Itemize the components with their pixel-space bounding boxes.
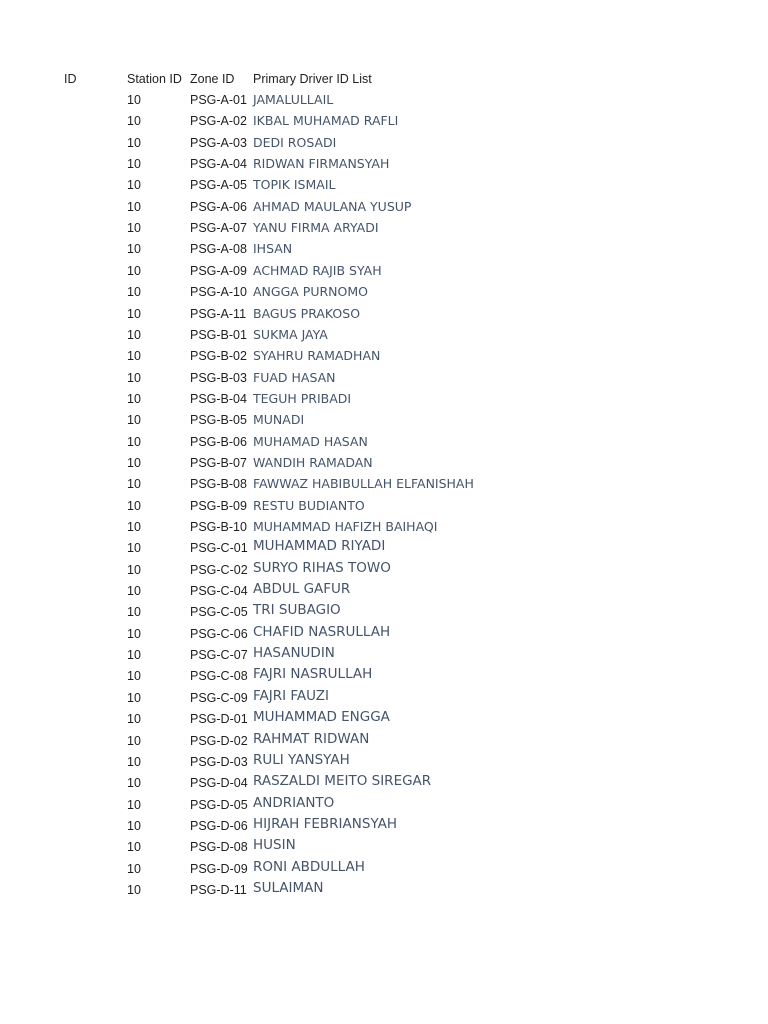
station-id-cell: 10 <box>127 456 141 470</box>
station-id-cell: 10 <box>127 584 141 598</box>
station-id-cell: 10 <box>127 605 141 619</box>
zone-id-cell: PSG-B-01 <box>190 328 247 342</box>
station-id-cell: 10 <box>127 627 141 641</box>
zone-id-cell: PSG-C-01 <box>190 541 248 555</box>
zone-id-cell: PSG-A-10 <box>190 285 247 299</box>
driver-name-cell: CHAFID NASRULLAH <box>253 624 391 640</box>
header-id: ID <box>64 72 77 86</box>
driver-name-cell: HASANUDIN <box>253 645 335 661</box>
driver-name-cell: HIJRAH FEBRIANSYAH <box>253 816 398 832</box>
driver-name-cell: IHSAN <box>253 241 293 256</box>
zone-id-cell: PSG-A-09 <box>190 264 247 278</box>
zone-id-cell: PSG-C-04 <box>190 584 248 598</box>
station-id-cell: 10 <box>127 392 141 406</box>
station-id-cell: 10 <box>127 178 141 192</box>
zone-id-cell: PSG-C-05 <box>190 605 248 619</box>
station-id-cell: 10 <box>127 669 141 683</box>
driver-name-cell: FUAD HASAN <box>253 370 336 385</box>
station-id-cell: 10 <box>127 371 141 385</box>
header-zone-id: Zone ID <box>190 72 235 86</box>
driver-name-cell: WANDIH RAMADAN <box>253 455 373 470</box>
station-id-cell: 10 <box>127 285 141 299</box>
driver-name-cell: RAHMAT RIDWAN <box>253 731 370 747</box>
zone-id-cell: PSG-A-11 <box>190 307 247 321</box>
zone-id-cell: PSG-D-02 <box>190 734 248 748</box>
driver-name-cell: BAGUS PRAKOSO <box>253 306 361 321</box>
zone-id-cell: PSG-C-08 <box>190 669 248 683</box>
zone-id-cell: PSG-D-09 <box>190 862 248 876</box>
driver-name-cell: RESTU BUDIANTO <box>253 498 365 513</box>
station-id-cell: 10 <box>127 242 141 256</box>
zone-id-cell: PSG-A-01 <box>190 93 247 107</box>
driver-name-cell: SURYO RIHAS TOWO <box>253 560 391 576</box>
driver-name-cell: AHMAD MAULANA YUSUP <box>253 199 412 214</box>
zone-id-cell: PSG-C-09 <box>190 691 248 705</box>
driver-name-cell: RIDWAN FIRMANSYAH <box>253 156 390 171</box>
driver-name-cell: SYAHRU RAMADHAN <box>253 348 381 363</box>
driver-name-cell: IKBAL MUHAMAD RAFLI <box>253 113 399 128</box>
driver-name-cell: SULAIMAN <box>253 880 324 896</box>
driver-name-cell: FAJRI FAUZI <box>253 688 330 704</box>
zone-id-cell: PSG-D-11 <box>190 883 247 897</box>
station-id-cell: 10 <box>127 541 141 555</box>
driver-name-cell: ANDRIANTO <box>253 795 335 811</box>
driver-name-cell: ABDUL GAFUR <box>253 581 351 597</box>
station-id-cell: 10 <box>127 499 141 513</box>
driver-name-cell: DEDI ROSADI <box>253 135 337 150</box>
driver-name-cell: YANU FIRMA ARYADI <box>253 220 379 235</box>
station-id-cell: 10 <box>127 563 141 577</box>
driver-name-cell: TEGUH PRIBADI <box>253 391 352 406</box>
driver-name-cell: RONI ABDULLAH <box>253 859 365 875</box>
station-id-cell: 10 <box>127 734 141 748</box>
driver-name-cell: TRI SUBAGIO <box>253 602 341 618</box>
station-id-cell: 10 <box>127 776 141 790</box>
header-station-id: Station ID <box>127 72 182 86</box>
zone-id-cell: PSG-A-07 <box>190 221 247 235</box>
zone-id-cell: PSG-A-05 <box>190 178 247 192</box>
zone-id-cell: PSG-B-04 <box>190 392 247 406</box>
station-id-cell: 10 <box>127 648 141 662</box>
station-id-cell: 10 <box>127 200 141 214</box>
driver-name-cell: HUSIN <box>253 837 296 853</box>
zone-id-cell: PSG-B-07 <box>190 456 247 470</box>
driver-name-cell: MUHAMMAD RIYADI <box>253 538 386 554</box>
driver-name-cell: MUHAMMAD HAFIZH BAIHAQI <box>253 519 438 534</box>
station-id-cell: 10 <box>127 435 141 449</box>
zone-id-cell: PSG-B-02 <box>190 349 247 363</box>
driver-name-cell: ANGGA PURNOMO <box>253 284 368 299</box>
station-id-cell: 10 <box>127 477 141 491</box>
station-id-cell: 10 <box>127 712 141 726</box>
zone-id-cell: PSG-D-05 <box>190 798 248 812</box>
station-id-cell: 10 <box>127 136 141 150</box>
zone-id-cell: PSG-C-07 <box>190 648 248 662</box>
station-id-cell: 10 <box>127 114 141 128</box>
station-id-cell: 10 <box>127 840 141 854</box>
driver-name-cell: TOPIK ISMAIL <box>253 177 336 192</box>
driver-name-cell: JAMALULLAIL <box>253 92 334 107</box>
zone-id-cell: PSG-D-01 <box>190 712 248 726</box>
zone-id-cell: PSG-D-04 <box>190 776 248 790</box>
zone-id-cell: PSG-B-10 <box>190 520 247 534</box>
driver-name-cell: MUHAMAD HASAN <box>253 434 368 449</box>
station-id-cell: 10 <box>127 798 141 812</box>
station-id-cell: 10 <box>127 328 141 342</box>
station-id-cell: 10 <box>127 691 141 705</box>
station-id-cell: 10 <box>127 862 141 876</box>
zone-id-cell: PSG-A-03 <box>190 136 247 150</box>
station-id-cell: 10 <box>127 819 141 833</box>
zone-id-cell: PSG-B-06 <box>190 435 247 449</box>
station-id-cell: 10 <box>127 349 141 363</box>
station-id-cell: 10 <box>127 520 141 534</box>
station-id-cell: 10 <box>127 755 141 769</box>
driver-name-cell: RASZALDI MEITO SIREGAR <box>253 773 432 789</box>
station-id-cell: 10 <box>127 221 141 235</box>
zone-id-cell: PSG-C-06 <box>190 627 248 641</box>
zone-id-cell: PSG-C-02 <box>190 563 248 577</box>
driver-name-cell: ACHMAD RAJIB SYAH <box>253 263 382 278</box>
station-id-cell: 10 <box>127 93 141 107</box>
zone-id-cell: PSG-B-03 <box>190 371 247 385</box>
station-id-cell: 10 <box>127 157 141 171</box>
station-id-cell: 10 <box>127 883 141 897</box>
zone-id-cell: PSG-A-08 <box>190 242 247 256</box>
zone-id-cell: PSG-A-02 <box>190 114 247 128</box>
driver-name-cell: MUHAMMAD ENGGA <box>253 709 390 725</box>
zone-id-cell: PSG-A-04 <box>190 157 247 171</box>
driver-name-cell: FAWWAZ HABIBULLAH ELFANISHAH <box>253 476 474 491</box>
zone-id-cell: PSG-D-08 <box>190 840 248 854</box>
station-id-cell: 10 <box>127 307 141 321</box>
driver-name-cell: SUKMA JAYA <box>253 327 328 342</box>
zone-id-cell: PSG-B-08 <box>190 477 247 491</box>
driver-name-cell: MUNADI <box>253 412 305 427</box>
header-primary-driver-id-list: Primary Driver ID List <box>253 72 372 86</box>
zone-id-cell: PSG-B-05 <box>190 413 247 427</box>
station-id-cell: 10 <box>127 264 141 278</box>
station-id-cell: 10 <box>127 413 141 427</box>
zone-id-cell: PSG-D-06 <box>190 819 248 833</box>
zone-id-cell: PSG-B-09 <box>190 499 247 513</box>
driver-name-cell: RULI YANSYAH <box>253 752 350 768</box>
zone-id-cell: PSG-D-03 <box>190 755 248 769</box>
zone-id-cell: PSG-A-06 <box>190 200 247 214</box>
driver-name-cell: FAJRI NASRULLAH <box>253 666 373 682</box>
